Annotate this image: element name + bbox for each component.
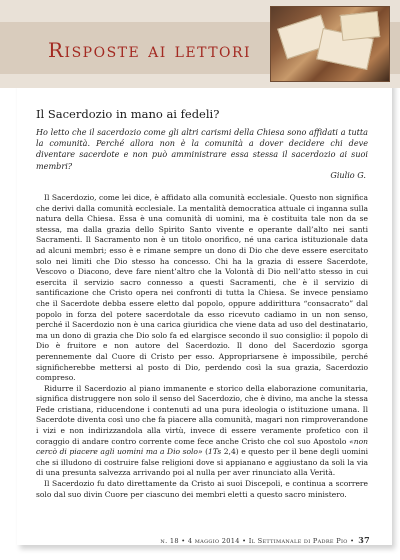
article-title: Il Sacerdozio in mano ai fedeli? [36,107,220,121]
section-title: Risposte ai lettori [48,38,252,62]
issue-info: n. 18 • 4 maggio 2014 • Il Settimanale di Padre Pio • [160,537,355,545]
answer-paragraph [36,384,368,479]
answer-body [36,193,368,500]
page-footer [160,535,370,545]
paragraph-text: Ridurre il Sacerdozio al piano immanente e storico della elaborazione comunitaria, significa distruggere non solo il senso del Sacerdozio, che è divino, ma anche la stessa Fede cristiana, riducendone i contenuti ad una pura ideologia o istituzione umana. Il Sacerdote diventa così uno che fa piacere alla comunità, magari non rimproverandone i vizi e non indirizzandola alla virtù, invece di essere veramente profetico con il coraggio di andare contro corrente come fece anche Cristo che col suo Apostolo [36,383,368,446]
section-header [0,0,400,88]
quote-text: «non cercò di piacere agli uomini ma a Dio solo» [36,436,368,457]
citation-book: 1Ts [208,447,222,457]
paragraph-text: 2,4) e questo per il bene degli uomini che si illudono di costruire false religioni dove si appianano e aggiustano da soli la via di una presunta salvezza arrivando poi al nulla per aver rinunciato alla Verità. [36,447,368,478]
letter-sheet [340,11,381,41]
answer-paragraph: Il Sacerdozio, come lei dice, è affidato alla comunità ecclesiale. Questo non significa che derivi dalla comunità ecclesiale. La mentalità democratica attuale ci inganna sulla natura della Chiesa. Essa è una comunità di uomini, ma è costituita tale non da se stessa, ma dalla grazia dello Spirito Santo vivente e operante dall’alto nei santi Sacramenti. Il Sacramento non è un titolo onorifico, né una carica istituzionale data ad alcuni membri; esso è e rimane sempre un dono di Dio che deve essere esercitato solo nei limiti che Dio stesso ha concesso. Chi ha la grazia di essere Sacerdote, Vescovo o Diacono, deve fare nient’altro che la Volontà di Dio nell’atto stesso in cui esercita il servizio sacro connesso a questi Sacramenti, che è il servizio di santificazione che Cristo opera nei confronti di tutta la Chiesa. Se invece pensiamo che il Sacerdote debba essere eletto dal popolo, oppure addirittura “consacrato” dal popolo in forza del potere sacerdotale da esso ricevuto cadiamo in un non senso, perché il Sacerdozio non è una carica giuridica che viene data ad uso del destinatario, ma un dono di grazia che Dio solo fa ed elargisce secondo il suo consiglio: il popolo di Dio è fruitore e non autore del Sacerdozio. Il dono del Sacerdozio sgorga perennemente dal Cuore di Cristo per esso. Appropriarsene è impossibile, perché significherebbe mettersi al posto di Dio, perdendo così la sua grazia, Sacerdozio compreso. [36,193,368,383]
letters-photo [270,6,390,82]
answer-paragraph: Il Sacerdozio fu dato direttamente da Cristo ai suoi Discepoli, e continua a scorrere solo dal suo divin Cuore per ciascuno dei membri eletti a questo sacro ministero. [36,479,368,499]
paragraph-text: ( [202,447,209,457]
page-number: 37 [358,535,370,545]
reader-signature: Giulio G. [330,170,366,180]
reader-question: Ho letto che il sacerdozio come gli altri carismi della Chiesa sono affidati a tutta la comunità. Perché allora non è la comunità a dover decidere chi deve diventare sacerdote e non può amministrare essa stessa il sacerdozio ai suoi membri? [36,127,368,171]
